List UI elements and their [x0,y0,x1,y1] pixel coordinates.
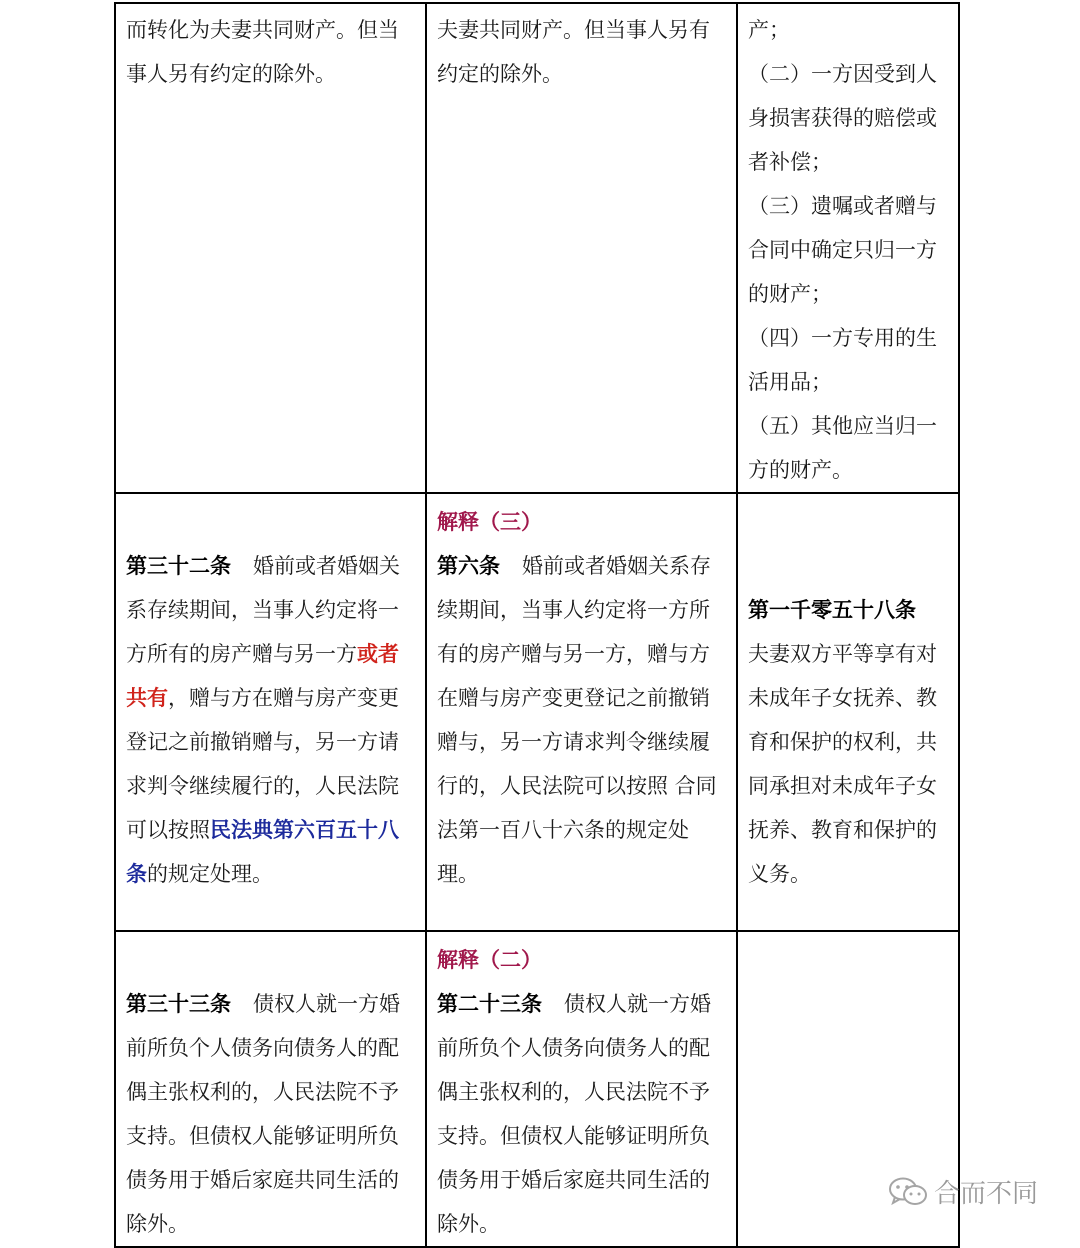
interpretation-label: 解释（三） [437,509,542,534]
article-title: 第二十三条 [437,991,542,1016]
cell-row3-col1 [115,931,426,1247]
highlight-added-text: 或者共有 [126,641,399,710]
article-6 [437,544,728,896]
watermark-text: 合而不同 [934,1179,1039,1209]
article-text: 夫妻双方平等享有对未成年子女抚养、教育和保护的权利，共同承担对未成年子女抚养、教育和保护的义务。 [748,642,937,886]
row1-col3-item: （二）一方因受到人身损害获得的赔偿或者补偿； [748,62,937,174]
article-text: 的规定处理。 [147,862,273,886]
cell-row1-col1 [115,3,426,493]
watermark [888,1173,1038,1210]
article-text: 债权人就一方婚前所负个人债务向债务人的配偶主张权利的，人民法院不予支持。但债权人能够证明所负债务用于婚后家庭共同生活的除外。 [126,992,400,1236]
table-row [115,931,959,1247]
wechat-icon [888,1176,928,1208]
interpretation-label: 解释（二） [437,947,542,972]
row1-col3-item: （五）其他应当归一方的财产。 [748,414,937,482]
row1-col2-text: 夫妻共同财产。但当事人另有约定的除外。 [437,18,710,86]
table-row [115,3,959,493]
cell-row1-col3 [737,3,959,493]
article-text: 债权人就一方婚前所负个人债务向债务人的配偶主张权利的，人民法院不予支持。但债权人能够证明所负债务用于婚后家庭共同生活的除外。 [437,992,711,1236]
article-text: ，赠与方在赠与房产变更登记之前撤销赠与，另一方请求判令继续履行的，人民法院可以按照 [126,686,399,842]
article-title: 第一千零五十八条 [748,597,916,622]
cell-row1-col2 [426,3,737,493]
row1-col3-item: 产； [748,18,790,42]
article-32 [126,544,417,896]
article-23 [437,982,728,1246]
table-row [115,493,959,931]
cell-row2-col1 [115,493,426,931]
row1-col3-item: （四）一方专用的生活用品； [748,326,937,394]
article-text: 婚前或者婚姻关系存续期间，当事人约定将一方所有的房产赠与另一方，赠与方在赠与房产变更登记之前撤销赠与，另一方请求判令继续履行的，人民法院可以按照 合同法第一百八十六条的规定处理。 [437,554,717,886]
cell-row2-col2 [426,493,737,931]
cell-row2-col3 [737,493,959,931]
row1-col1-text: 而转化为夫妻共同财产。但当事人另有约定的除外。 [126,18,399,86]
article-title: 第六条 [437,553,500,578]
cell-row3-col2 [426,931,737,1247]
article-title: 第三十二条 [126,553,231,578]
comparison-table [114,2,960,1248]
article-title: 第三十三条 [126,991,231,1016]
civil-code-reference: 民法典第六百五十八条 [126,817,399,886]
article-33 [126,982,417,1246]
row1-col3-item: （三）遗嘱或者赠与合同中确定只归一方的财产； [748,194,937,306]
article-text: 婚前或者婚姻关系存续期间，当事人约定将一方所有的房产赠与另一方 [126,554,400,666]
